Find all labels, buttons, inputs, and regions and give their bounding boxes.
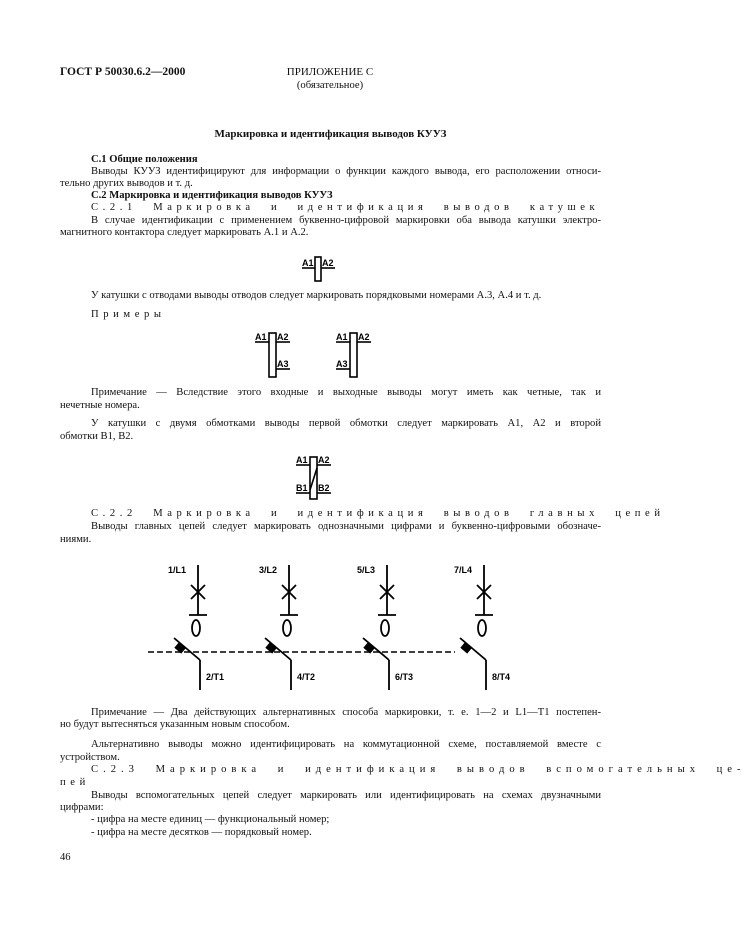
paragraph-line: Выводы вспомогательных цепей следует маркировать или идентифицировать на схемах двузначными <box>91 790 601 801</box>
paragraph-line: устройством. <box>60 752 120 763</box>
paragraph-line: обмотки В1, В2. <box>60 431 134 442</box>
coil-diagram <box>302 257 335 281</box>
actuator-block <box>461 643 471 653</box>
terminal-label-bottom: 4/T2 <box>297 672 316 682</box>
two-winding-coil-diagram <box>296 455 331 499</box>
terminal-label-top: 7/L4 <box>454 565 473 575</box>
section-c23-heading-cont: пей <box>60 777 90 788</box>
paragraph-line: У катушки с двумя обмотками выводы первой обмотки следует маркировать А1, А2 и второй <box>91 418 601 429</box>
terminal-label: B2 <box>318 483 330 493</box>
terminal-label: A3 <box>277 359 289 369</box>
terminal-label: A1 <box>296 455 308 465</box>
section-c21-heading: С.2.1 Маркировка и идентификация выводов катушек <box>91 202 600 213</box>
terminal-label: A2 <box>318 455 330 465</box>
paragraph-line: Альтернативно выводы можно идентифицировать на коммутационной схеме, поставляемой вместе с <box>91 739 601 750</box>
coil-symbol <box>269 333 276 377</box>
terminal-label-bottom: 6/T3 <box>395 672 414 682</box>
paragraph-line: ниями. <box>60 534 92 545</box>
terminal-label-bottom: 2/T1 <box>206 672 225 682</box>
tap-coil-diagram-right <box>255 332 290 377</box>
terminal-label: A2 <box>358 332 370 342</box>
main-circuit-diagram <box>148 565 510 690</box>
release-loop-symbol <box>283 620 291 636</box>
page-title: Маркировка и идентификация выводов КУУЗ <box>214 128 447 140</box>
paragraph-line: тельно других выводов и т. д. <box>60 178 193 189</box>
terminal-label: A3 <box>336 359 348 369</box>
note-line: Примечание — Два действующих альтернативных способа маркировки, т. е. 1—2 и L1—T1 постепен- <box>91 707 601 718</box>
page-number: 46 <box>60 852 71 863</box>
paragraph-line: Выводы главных цепей следует маркировать однозначными цифрами и буквенно-цифровыми обозначе- <box>91 521 601 532</box>
terminal-label: A1 <box>336 332 348 342</box>
note-line: Примечание — Вследствие этого входные и выходные выводы могут иметь как четные, так и <box>91 387 601 398</box>
paragraph-line: У катушки с отводами выводы отводов следует маркировать порядковыми номерами А.3, А.4 и т. д. <box>91 290 542 301</box>
section-c2-heading: С.2 Маркировка и идентификация выводов КУУЗ <box>91 190 333 201</box>
coil-symbol <box>315 257 321 281</box>
paragraph-line: магнитного контактора следует маркировать А.1 и А.2. <box>60 227 309 238</box>
section-c23-heading: С.2.3 Маркировка и идентификация выводов вспомогательных це- <box>91 764 746 775</box>
appendix-title: ПРИЛОЖЕНИЕ С <box>286 66 374 78</box>
note-line: но будут вытесняться указанным новым способом. <box>60 719 290 730</box>
tap-coil-diagram-left <box>336 332 371 377</box>
coil-symbol <box>350 333 357 377</box>
list-item: - цифра на месте единиц — функциональный номер; <box>91 814 330 825</box>
terminal-label: A1 <box>255 332 267 342</box>
section-c22-heading: С.2.2 Маркировка и идентификация выводов главных цепей <box>91 508 665 519</box>
release-loop-symbol <box>381 620 389 636</box>
terminal-label: A2 <box>277 332 289 342</box>
terminal-label-top: 3/L2 <box>259 565 278 575</box>
list-item: - цифра на месте десятков — порядковый номер. <box>91 827 312 838</box>
winding-divider <box>310 468 317 490</box>
appendix-status: (обязательное) <box>296 80 364 91</box>
note-line: нечетные номера. <box>60 400 140 411</box>
paragraph-line: цифрами: <box>60 802 104 813</box>
terminal-label-bottom: 8/T4 <box>492 672 511 682</box>
release-loop-symbol <box>478 620 486 636</box>
examples-label: Примеры <box>91 309 166 320</box>
terminal-label: A2 <box>322 258 334 268</box>
terminal-label: B1 <box>296 483 308 493</box>
terminal-label-top: 5/L3 <box>357 565 376 575</box>
release-loop-symbol <box>192 620 200 636</box>
standard-number: ГОСТ Р 50030.6.2—2000 <box>60 66 186 78</box>
terminal-label-top: 1/L1 <box>168 565 187 575</box>
paragraph-line: В случае идентификации с применением буквенно-цифровой маркировки оба вывода катушки электро- <box>91 215 601 226</box>
section-c1-heading: С.1 Общие положения <box>91 154 198 165</box>
terminal-label: A1 <box>302 258 314 268</box>
paragraph-line: Выводы КУУЗ идентифицируют для информации о функции каждого вывода, его расположении относи- <box>91 166 601 177</box>
